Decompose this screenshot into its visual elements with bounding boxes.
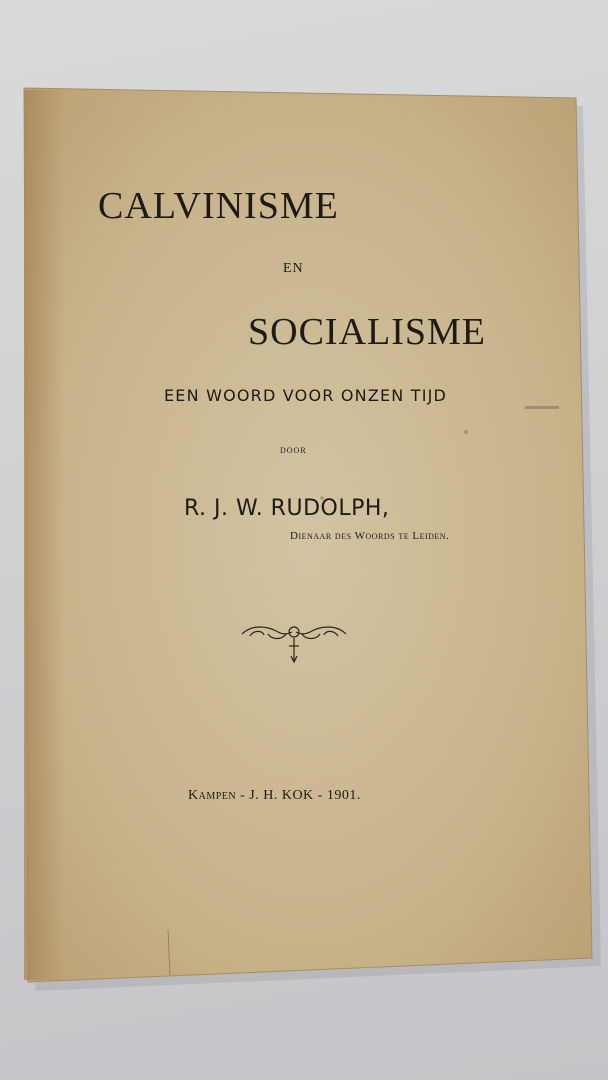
title-connector-en: EN bbox=[283, 261, 304, 276]
by-label: DOOR bbox=[280, 446, 307, 455]
floral-ornament-icon bbox=[238, 620, 350, 666]
author-role: Dienaar des Woords te Leiden. bbox=[290, 530, 450, 542]
title-socialisme: SOCIALISME bbox=[248, 311, 487, 353]
imprint: Kampen - J. H. KOK - 1901. bbox=[188, 788, 361, 803]
author-name: R. J. W. RUDOLPH, bbox=[184, 496, 390, 521]
subtitle: EEN WOORD VOOR ONZEN TIJD bbox=[164, 386, 448, 405]
title-calvinisme: CALVINISME bbox=[98, 185, 339, 227]
